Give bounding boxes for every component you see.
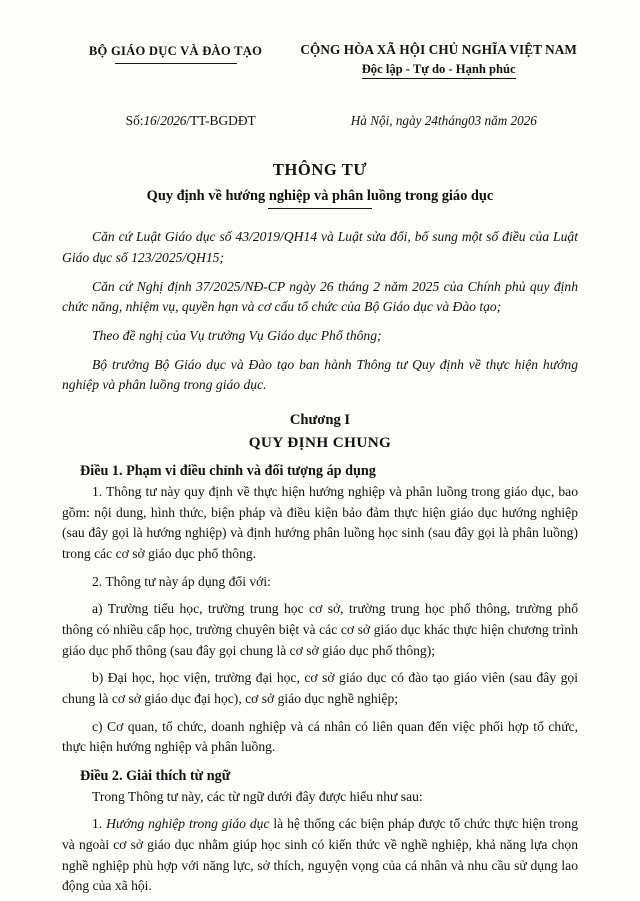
legal-basis-2: Căn cứ Nghị định 37/2025/NĐ-CP ngày 26 tháng 2 năm 2025 của Chính phủ quy định chức năng, nhiệm vụ, quyền hạn và cơ cấu tổ chức của Bộ Giáo dục và Đào tạo; [62, 278, 578, 315]
chapter-block [62, 411, 578, 453]
document-number-year: 2026 [160, 112, 187, 128]
issuing-agency-name: BỘ GIÁO DỤC VÀ ĐÀO TẠO [88, 44, 263, 58]
national-motto: Độc lập - Tự do - Hạnh phúc [362, 61, 516, 79]
document-year: 2026 [510, 112, 537, 128]
preamble-section [62, 227, 578, 396]
national-title: CỘNG HÒA XÃ HỘI CHỦ NGHĨA VIỆT NAM [300, 42, 577, 57]
document-number-separator: / [156, 112, 161, 128]
national-heading-block [299, 42, 578, 79]
agency-underline-rule [115, 63, 237, 64]
chapter-label: Chương I [289, 411, 351, 428]
document-place: Hà Nội, ngày [350, 112, 422, 128]
document-year-label: năm [484, 112, 508, 128]
article-2-clause-1 [62, 814, 578, 897]
article-1-point-a: a) Trường tiểu học, trường trung học cơ sở, trường trung học phổ thông, trường phổ thông có nhiều cấp học, trường chuyên biệt và các cơ sở giáo dục khác thực hiện chương trình giáo dục phổ thông (sau đây gọi chung là cơ sở giáo dục phổ thông); [62, 601, 578, 658]
document-number-suffix: /TT-BGDĐT [186, 112, 256, 128]
title-block [62, 160, 578, 210]
promulgation-statement: Bộ trưởng Bộ Giáo dục và Đào tạo ban hành Thông tư Quy định về thực hiện hướng nghiệp và phân luồng trong giáo dục. [62, 356, 578, 393]
article-2-clause-1-number: 1. [92, 816, 107, 832]
legal-basis-1: Căn cứ Luật Giáo dục số 43/2019/QH14 và Luật sửa đổi, bổ sung một số điều của Luật Giáo dục số 123/2025/QH15; [62, 229, 578, 266]
issuing-agency-block [62, 42, 289, 64]
article-1-clause-2: 2. Thông tư này áp dụng đối với: [92, 573, 271, 589]
article-1-heading: Điều 1. Phạm vi điều chỉnh và đối tượng áp dụng [80, 463, 376, 480]
article-2-heading: Điều 2. Giải thích từ ngữ [80, 767, 231, 784]
document-number [62, 113, 309, 129]
article-2-lead: Trong Thông tư này, các từ ngữ dưới đây được hiểu như sau: [92, 788, 423, 804]
document-meta-row [62, 113, 578, 129]
document-header [62, 42, 578, 79]
article-1-point-c: c) Cơ quan, tổ chức, doanh nghiệp và cá nhân có liên quan đến việc phối hợp tổ chức, thực hiện hướng nghiệp và phân luồng. [62, 718, 578, 755]
article-1-point-b: b) Đại học, học viện, trường đại học, cơ sở giáo dục có đào tạo giáo viên (sau đây gọi chung là cơ sở giáo dục đại học), cơ sở giáo dục nghề nghiệp; [62, 670, 578, 706]
document-day: 24 [424, 112, 438, 128]
document-number-prefix: Số: [125, 112, 144, 128]
article-1-section [62, 462, 578, 758]
proposal-statement: Theo đề nghị của Vụ trưởng Vụ Giáo dục Phổ thông; [92, 328, 382, 343]
article-2-section [62, 767, 578, 897]
article-2-clause-1-text: là hệ thống các biện pháp được tổ chức thực hiện trong và ngoài cơ sở giáo dục nhằm giúp học sinh có kiến thức về nghề nghiệp, khả năng lựa chọn nghề nghiệp phù hợp với năng lực, sở thích, nguyện vọng của cá nhân và nhu cầu sử dụng lao động của xã hội. [62, 816, 579, 894]
document-month-label: tháng [437, 112, 469, 128]
document-type-title: THÔNG TƯ [272, 159, 368, 179]
subtitle-underline-rule [268, 208, 372, 209]
article-1-clause-1: 1. Thông tư này quy định về thực hiện hướng nghiệp và phân luồng trong giáo dục, bao gồm: nội dung, hình thức, biện pháp và điều kiện bảo đảm thực hiện giáo dục hướng nghiệp (sau đây gọi là hướng nghiệp) và định hướng phân luồng học sinh (sau đây gọi là phân luồng) trong các cơ sở giáo dục phổ thông. [62, 484, 578, 562]
article-2-defined-term: Hướng nghiệp trong giáo dục [106, 816, 270, 832]
document-date [310, 113, 578, 129]
document-subtitle: Quy định về hướng nghiệp và phân luồng trong giáo dục [146, 187, 494, 204]
document-month: 03 [468, 112, 482, 128]
chapter-name: QUY ĐỊNH CHUNG [248, 433, 392, 451]
document-number-value: 16 [143, 112, 157, 128]
